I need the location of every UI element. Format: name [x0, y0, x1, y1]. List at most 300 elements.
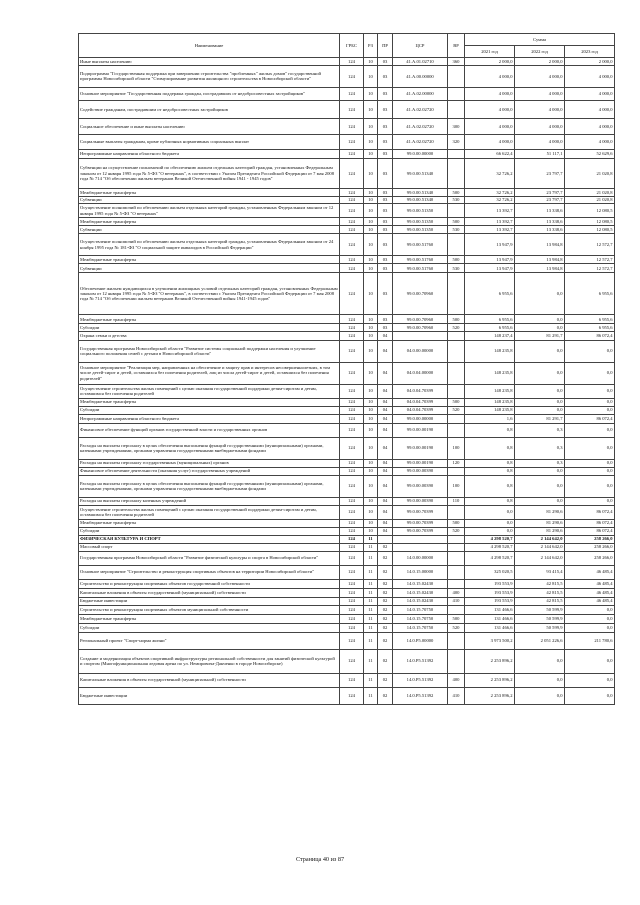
cell-vr: [448, 414, 465, 423]
cell-2022: 0,0: [515, 467, 565, 475]
cell-pr: 04: [378, 406, 393, 414]
cell-vr: [448, 273, 465, 315]
cell-2023: 21 020,8: [565, 188, 615, 196]
cell-2022: 0,0: [515, 649, 565, 673]
cell-2021: 193 553,9: [465, 588, 515, 597]
cell-2022: 42 815,5: [515, 579, 565, 588]
cell-2022: 0,0: [515, 384, 565, 398]
cell-name: Расходы на выплаты персоналу казенных учреждений: [79, 497, 340, 505]
cell-csr: 99.0.00.00190: [393, 459, 448, 467]
cell-2023: 4 000,0: [565, 118, 615, 134]
cell-csr: 14.0.15.70750: [393, 605, 448, 614]
cell-csr: 99.0.00.00190: [393, 437, 448, 459]
cell-csr: 41.А.02.02720: [393, 134, 448, 149]
table-row: [79, 234, 615, 256]
cell-2023: 2 000,0: [565, 58, 615, 65]
cell-2023: 46 485,4: [565, 565, 615, 579]
cell-name: Социальное обеспечение и иные выплаты населению: [79, 118, 340, 134]
cell-2023: 0,0: [565, 362, 615, 384]
cell-grbs: 124: [340, 423, 364, 437]
cell-pr: 02: [378, 632, 393, 649]
cell-2022: 0,0: [515, 406, 565, 414]
cell-csr: 04.0.04.00000: [393, 362, 448, 384]
cell-2022: 50 599,9: [515, 614, 565, 623]
cell-2023: 258 266,0: [565, 543, 615, 551]
cell-name: Бюджетные инвестиции: [79, 687, 340, 704]
cell-grbs: 124: [340, 437, 364, 459]
cell-rz: 10: [364, 505, 378, 519]
cell-csr: 99.0.00.00390: [393, 475, 448, 497]
table-row: [79, 588, 615, 597]
header-vr: ВР: [448, 34, 465, 58]
cell-grbs: 124: [340, 614, 364, 623]
cell-grbs: 124: [340, 264, 364, 273]
cell-pr: 03: [378, 134, 393, 149]
cell-vr: 300: [448, 118, 465, 134]
cell-2022: 0,0: [515, 273, 565, 315]
cell-2023: 211 780,6: [565, 632, 615, 649]
cell-csr: 99.0.00.00000: [393, 149, 448, 158]
table-row: [79, 134, 615, 149]
cell-rz: 10: [364, 497, 378, 505]
cell-2022: 4 000,0: [515, 65, 565, 87]
cell-2021: 4 000,0: [465, 87, 515, 100]
cell-grbs: 124: [340, 158, 364, 188]
cell-grbs: 124: [340, 543, 364, 551]
cell-vr: 530: [448, 196, 465, 203]
cell-pr: 02: [378, 614, 393, 623]
cell-2021: 0,8: [465, 475, 515, 497]
cell-pr: 03: [378, 273, 393, 315]
cell-2023: 0,0: [565, 605, 615, 614]
cell-name: Межбюджетные трансферты: [79, 614, 340, 623]
cell-2023: 12 080,5: [565, 226, 615, 234]
cell-rz: 10: [364, 340, 378, 362]
cell-name: Бюджетные инвестиции: [79, 597, 340, 605]
cell-pr: 02: [378, 673, 393, 687]
cell-2021: 0,0: [465, 505, 515, 519]
table-row: [79, 527, 615, 535]
cell-csr: 99.0.00.00390: [393, 497, 448, 505]
cell-vr: 110: [448, 497, 465, 505]
table-row: [79, 149, 615, 158]
table-row: [79, 497, 615, 505]
cell-2022: 13 338,6: [515, 226, 565, 234]
cell-vr: 530: [448, 226, 465, 234]
cell-vr: 100: [448, 475, 465, 497]
cell-vr: [448, 551, 465, 565]
cell-vr: 500: [448, 256, 465, 264]
cell-name: Социальные выплаты гражданам, кроме публичных нормативных социальных выплат: [79, 134, 340, 149]
cell-2021: 13 947,9: [465, 264, 515, 273]
cell-grbs: 124: [340, 273, 364, 315]
cell-name: Основное мероприятие "Реализация мер, направленных на обеспечение и защиту прав и интересов несовершеннолетних, в том числе детей-сирот и детей, оставшихся без попечения родителей, лиц из числа детей-сирот и детей, оставшихся без попечения родителей": [79, 362, 340, 384]
cell-2023: 258 266,0: [565, 551, 615, 565]
cell-2021: 2 000,0: [465, 58, 515, 65]
cell-grbs: 124: [340, 527, 364, 535]
cell-name: Создание и модернизация объектов спортивной инфраструктуры региональной собственности для занятий физической культурой и спортом (Многофункциональная ледовая арена по ул. Немировича-Данченко в городе Новосибирске): [79, 649, 340, 673]
cell-csr: 99.0.00.00190: [393, 423, 448, 437]
cell-csr: [393, 535, 448, 543]
cell-pr: 03: [378, 188, 393, 196]
table-row: [79, 226, 615, 234]
cell-pr: 04: [378, 467, 393, 475]
cell-2021: 148 235,8: [465, 406, 515, 414]
cell-2021: 193 553,9: [465, 579, 515, 588]
cell-csr: 14.0.15.02430: [393, 597, 448, 605]
cell-grbs: 124: [340, 467, 364, 475]
budget-table: [78, 33, 615, 705]
cell-pr: [378, 535, 393, 543]
cell-pr: 02: [378, 551, 393, 565]
cell-name: Подпрограмма "Государственная поддержка при завершении строительства "проблемных" жилых домов" государственной программы Новосибирской области "Стимулирование развития жилищного строительства в Новосибирской области": [79, 65, 340, 87]
cell-rz: 11: [364, 673, 378, 687]
cell-grbs: 124: [340, 597, 364, 605]
cell-rz: 10: [364, 406, 378, 414]
cell-2023: 0,0: [565, 687, 615, 704]
cell-pr: 03: [378, 324, 393, 331]
cell-pr: 02: [378, 565, 393, 579]
cell-name: Капитальные вложения в объекты государственной (муниципальной) собственности: [79, 673, 340, 687]
cell-grbs: 124: [340, 414, 364, 423]
cell-grbs: 124: [340, 687, 364, 704]
table-row: [79, 519, 615, 527]
cell-vr: [448, 632, 465, 649]
table-row: [79, 204, 615, 218]
cell-rz: 10: [364, 519, 378, 527]
cell-2021: 2 253 896,2: [465, 673, 515, 687]
cell-name: Основное мероприятие "Строительство и реконструкция спортивных объектов на территории Новосибирской области": [79, 565, 340, 579]
cell-2022: 0,0: [515, 497, 565, 505]
cell-csr: 99.0.00.51760: [393, 264, 448, 273]
cell-vr: 520: [448, 527, 465, 535]
cell-name: Субвенции на осуществление полномочий по обеспечению жильем отдельных категорий граждан, установленных Федеральным законом от 12 января 1995 года № 5-ФЗ "О ветеранах", в соответствии с Указом Президента Российской Федерации от 7 мая 2008 года № 714 "Об обеспечении жильем ветеранов Великой Отечественной войны 1941 - 1945 годов": [79, 158, 340, 188]
cell-2023: 46 485,4: [565, 579, 615, 588]
cell-rz: 11: [364, 588, 378, 597]
cell-2022: 81 290,6: [515, 519, 565, 527]
cell-2023: 0,0: [565, 406, 615, 414]
cell-2023: 0,0: [565, 475, 615, 497]
table-row: [79, 437, 615, 459]
cell-rz: 10: [364, 158, 378, 188]
cell-name: Непрограммные направления областного бюджета: [79, 149, 340, 158]
cell-csr: 99.0.00.70960: [393, 324, 448, 331]
cell-rz: 10: [364, 331, 378, 340]
cell-vr: 520: [448, 324, 465, 331]
cell-2023: 0,0: [565, 467, 615, 475]
cell-rz: 10: [364, 196, 378, 203]
cell-name: Межбюджетные трансферты: [79, 188, 340, 196]
cell-grbs: 124: [340, 315, 364, 324]
cell-csr: 14.0.Р5.51392: [393, 687, 448, 704]
cell-name: Обеспечение жильем нуждающихся в улучшении жилищных условий отдельных категорий граждан, установленных Федеральным законом от 12 января 1995 года № 5-ФЗ "О ветеранах", в соответствии с Указом Президента Российской Федерации от 7 мая 2008 года № 714 "Об обеспечении жильем ветеранов Великой Отечественной войны 1941-1945 годов": [79, 273, 340, 315]
table-row: [79, 623, 615, 632]
cell-2021: 4 000,0: [465, 100, 515, 118]
cell-pr: 04: [378, 340, 393, 362]
cell-grbs: 124: [340, 188, 364, 196]
cell-2022: 4 000,0: [515, 100, 565, 118]
cell-2023: 0,0: [565, 497, 615, 505]
cell-grbs: 124: [340, 649, 364, 673]
cell-2021: 6 955,6: [465, 315, 515, 324]
cell-csr: 99.0.00.70399: [393, 527, 448, 535]
cell-rz: 10: [364, 467, 378, 475]
cell-vr: 500: [448, 398, 465, 406]
cell-grbs: 124: [340, 362, 364, 384]
cell-csr: 14.0.Р5.00000: [393, 632, 448, 649]
cell-2021: 4 000,0: [465, 134, 515, 149]
cell-name: Государственная программа Новосибирской области "Развитие системы социальной поддержки населения и улучшение социального положения семей с детьми в Новосибирской области": [79, 340, 340, 362]
cell-2021: 6 955,6: [465, 324, 515, 331]
cell-rz: 10: [364, 437, 378, 459]
cell-2022: 13 984,8: [515, 256, 565, 264]
cell-2021: 2 253 896,2: [465, 687, 515, 704]
cell-rz: 10: [364, 188, 378, 196]
table-row: [79, 188, 615, 196]
cell-csr: 14.0.Р5.51392: [393, 649, 448, 673]
cell-csr: [393, 331, 448, 340]
cell-2023: 4 000,0: [565, 100, 615, 118]
cell-pr: 02: [378, 579, 393, 588]
cell-2023: 86 072,4: [565, 527, 615, 535]
cell-name: Субвенции: [79, 196, 340, 203]
cell-2022: 2 000,0: [515, 58, 565, 65]
cell-2023: 12 080,5: [565, 218, 615, 226]
table-row: [79, 158, 615, 188]
cell-vr: 500: [448, 218, 465, 226]
cell-2021: 13 392,7: [465, 218, 515, 226]
cell-rz: 10: [364, 87, 378, 100]
cell-vr: 400: [448, 588, 465, 597]
cell-csr: 99.0.00.70960: [393, 273, 448, 315]
cell-grbs: 124: [340, 406, 364, 414]
cell-pr: 04: [378, 414, 393, 423]
cell-rz: 11: [364, 623, 378, 632]
cell-2023: 4 000,0: [565, 134, 615, 149]
cell-2023: 0,0: [565, 459, 615, 467]
cell-pr: 02: [378, 597, 393, 605]
cell-name: Расходы на выплаты персоналу в целях обеспечения выполнения функций государственными (муниципальными) органами, казенными учреждениями, органами управления государственными внебюджетными фондами: [79, 475, 340, 497]
table-row: [79, 687, 615, 704]
cell-2023: 4 000,0: [565, 65, 615, 87]
cell-2022: 81 290,6: [515, 505, 565, 519]
table-row: [79, 459, 615, 467]
cell-csr: 99.0.00.51340: [393, 196, 448, 203]
cell-vr: [448, 543, 465, 551]
table-row: [79, 87, 615, 100]
cell-rz: 10: [364, 149, 378, 158]
cell-vr: 100: [448, 437, 465, 459]
header-csr: ЦСР: [393, 34, 448, 58]
cell-rz: 11: [364, 605, 378, 614]
cell-vr: [448, 340, 465, 362]
cell-2021: 4 000,0: [465, 118, 515, 134]
table-row: [79, 467, 615, 475]
cell-2021: 0,8: [465, 459, 515, 467]
cell-name: Капитальные вложения в объекты государственной (муниципальной) собственности: [79, 588, 340, 597]
cell-vr: [448, 362, 465, 384]
cell-2021: 148 235,8: [465, 362, 515, 384]
cell-vr: [448, 384, 465, 398]
cell-2022: 13 338,6: [515, 204, 565, 218]
cell-pr: 03: [378, 256, 393, 264]
cell-2021: 13 947,9: [465, 234, 515, 256]
cell-2021: 148 235,8: [465, 384, 515, 398]
cell-rz: 10: [364, 118, 378, 134]
cell-pr: 03: [378, 264, 393, 273]
cell-vr: [448, 100, 465, 118]
cell-grbs: 124: [340, 632, 364, 649]
cell-pr: 04: [378, 505, 393, 519]
cell-csr: 14.0.Р5.51392: [393, 673, 448, 687]
cell-rz: 11: [364, 579, 378, 588]
table-row: [79, 384, 615, 398]
cell-pr: 04: [378, 423, 393, 437]
cell-rz: 10: [364, 324, 378, 331]
cell-vr: 500: [448, 315, 465, 324]
cell-2023: 86 072,4: [565, 505, 615, 519]
cell-vr: 410: [448, 597, 465, 605]
cell-grbs: 124: [340, 605, 364, 614]
cell-2022: 4 000,0: [515, 87, 565, 100]
cell-2023: 46 485,4: [565, 588, 615, 597]
cell-2022: 23 797,7: [515, 158, 565, 188]
cell-name: Осуществление полномочий по обеспечению жильем отдельных категорий граждан, установленных Федеральным законом от 24 ноября 1995 года № 181-ФЗ "О социальной защите инвалидов в Российской Федерации": [79, 234, 340, 256]
cell-pr: 02: [378, 687, 393, 704]
cell-2023: 0,0: [565, 398, 615, 406]
cell-2021: 0,8: [465, 423, 515, 437]
cell-csr: 99.0.00.51760: [393, 256, 448, 264]
cell-name: Субсидии: [79, 623, 340, 632]
cell-2023: 6 955,6: [565, 324, 615, 331]
cell-vr: [448, 505, 465, 519]
cell-2022: 93 415,4: [515, 565, 565, 579]
cell-2023: 0,0: [565, 437, 615, 459]
cell-csr: 14.0.15.70750: [393, 614, 448, 623]
cell-name: ФИЗИЧЕСКАЯ КУЛЬТУРА И СПОРТ: [79, 535, 340, 543]
cell-name: Государственная программа Новосибирской области "Развитие физической культуры и спорта в Новосибирской области": [79, 551, 340, 565]
cell-rz: 11: [364, 535, 378, 543]
cell-pr: 03: [378, 196, 393, 203]
cell-2022: 0,3: [515, 423, 565, 437]
table-row: [79, 406, 615, 414]
cell-2021: 148 237,4: [465, 331, 515, 340]
cell-2022: 0,0: [515, 315, 565, 324]
table-row: [79, 340, 615, 362]
cell-grbs: 124: [340, 100, 364, 118]
cell-name: Региональный проект "Спорт-норма жизни": [79, 632, 340, 649]
cell-pr: 03: [378, 226, 393, 234]
header-year-2023: 2023 год: [565, 46, 615, 58]
cell-rz: 10: [364, 273, 378, 315]
cell-name: Строительство и реконструкция спортивных объектов муниципальной собственности: [79, 605, 340, 614]
cell-grbs: 124: [340, 256, 364, 264]
cell-2021: 148 235,8: [465, 340, 515, 362]
cell-vr: [448, 331, 465, 340]
cell-2023: 6 955,6: [565, 273, 615, 315]
cell-grbs: 124: [340, 226, 364, 234]
cell-2021: 66 622,4: [465, 149, 515, 158]
header-name: Наименование: [79, 34, 340, 58]
cell-vr: [448, 87, 465, 100]
cell-2023: 6 955,6: [565, 315, 615, 324]
cell-grbs: 124: [340, 65, 364, 87]
cell-name: Основное мероприятие "Государственная поддержка граждан, пострадавших от недобросовестных застройщиков": [79, 87, 340, 100]
cell-pr: 04: [378, 497, 393, 505]
cell-name: Субсидии: [79, 324, 340, 331]
cell-name: Межбюджетные трансферты: [79, 256, 340, 264]
cell-2022: 0,0: [515, 324, 565, 331]
cell-2021: 0,0: [465, 519, 515, 527]
cell-pr: 04: [378, 527, 393, 535]
cell-2021: 4 000,0: [465, 65, 515, 87]
cell-2023: 86 072,4: [565, 414, 615, 423]
table-row: [79, 58, 615, 65]
cell-pr: 03: [378, 234, 393, 256]
cell-grbs: 124: [340, 551, 364, 565]
cell-csr: 41.А.00.00000: [393, 65, 448, 87]
table-row: [79, 100, 615, 118]
table-row: [79, 649, 615, 673]
cell-rz: 10: [364, 58, 378, 65]
cell-pr: 03: [378, 315, 393, 324]
cell-vr: 410: [448, 687, 465, 704]
cell-csr: 99.0.00.70399: [393, 505, 448, 519]
cell-2022: 51 117,1: [515, 149, 565, 158]
cell-name: Осуществление полномочий по обеспечению жильем отдельных категорий граждан, установленных Федеральным законом от 12 января 1995 года № 5-ФЗ "О ветеранах": [79, 204, 340, 218]
cell-csr: 14.0.15.00000: [393, 565, 448, 579]
cell-pr: 03: [378, 87, 393, 100]
cell-name: Межбюджетные трансферты: [79, 315, 340, 324]
cell-2021: 4 298 520,7: [465, 551, 515, 565]
cell-name: Содействие гражданам, пострадавшим от недобросовестных застройщиков: [79, 100, 340, 118]
cell-rz: 10: [364, 100, 378, 118]
cell-csr: 99.0.00.51350: [393, 226, 448, 234]
cell-rz: 11: [364, 687, 378, 704]
table-row: [79, 543, 615, 551]
cell-2022: 50 599,9: [515, 605, 565, 614]
cell-2023: 0,0: [565, 623, 615, 632]
cell-rz: 10: [364, 414, 378, 423]
cell-2021: 4 298 520,7: [465, 543, 515, 551]
cell-2021: 1,6: [465, 414, 515, 423]
cell-rz: 10: [364, 384, 378, 398]
cell-pr: 02: [378, 605, 393, 614]
cell-grbs: 124: [340, 218, 364, 226]
cell-name: Строительство и реконструкция спортивных объектов государственной собственности: [79, 579, 340, 588]
table-row: [79, 256, 615, 264]
cell-csr: 04.0.04.70399: [393, 398, 448, 406]
cell-vr: [448, 467, 465, 475]
cell-2022: 23 797,7: [515, 196, 565, 203]
cell-2023: 0,0: [565, 384, 615, 398]
cell-vr: [448, 158, 465, 188]
cell-grbs: 124: [340, 673, 364, 687]
cell-vr: [448, 234, 465, 256]
cell-2022: 0,0: [515, 340, 565, 362]
table-row: [79, 218, 615, 226]
cell-grbs: 124: [340, 204, 364, 218]
cell-rz: 10: [364, 475, 378, 497]
cell-2022: 0,0: [515, 398, 565, 406]
cell-grbs: 124: [340, 579, 364, 588]
cell-2021: 4 298 520,7: [465, 535, 515, 543]
cell-2022: 4 000,0: [515, 134, 565, 149]
cell-2021: 131 466,6: [465, 605, 515, 614]
cell-rz: 10: [364, 234, 378, 256]
cell-vr: 520: [448, 406, 465, 414]
cell-rz: 10: [364, 226, 378, 234]
